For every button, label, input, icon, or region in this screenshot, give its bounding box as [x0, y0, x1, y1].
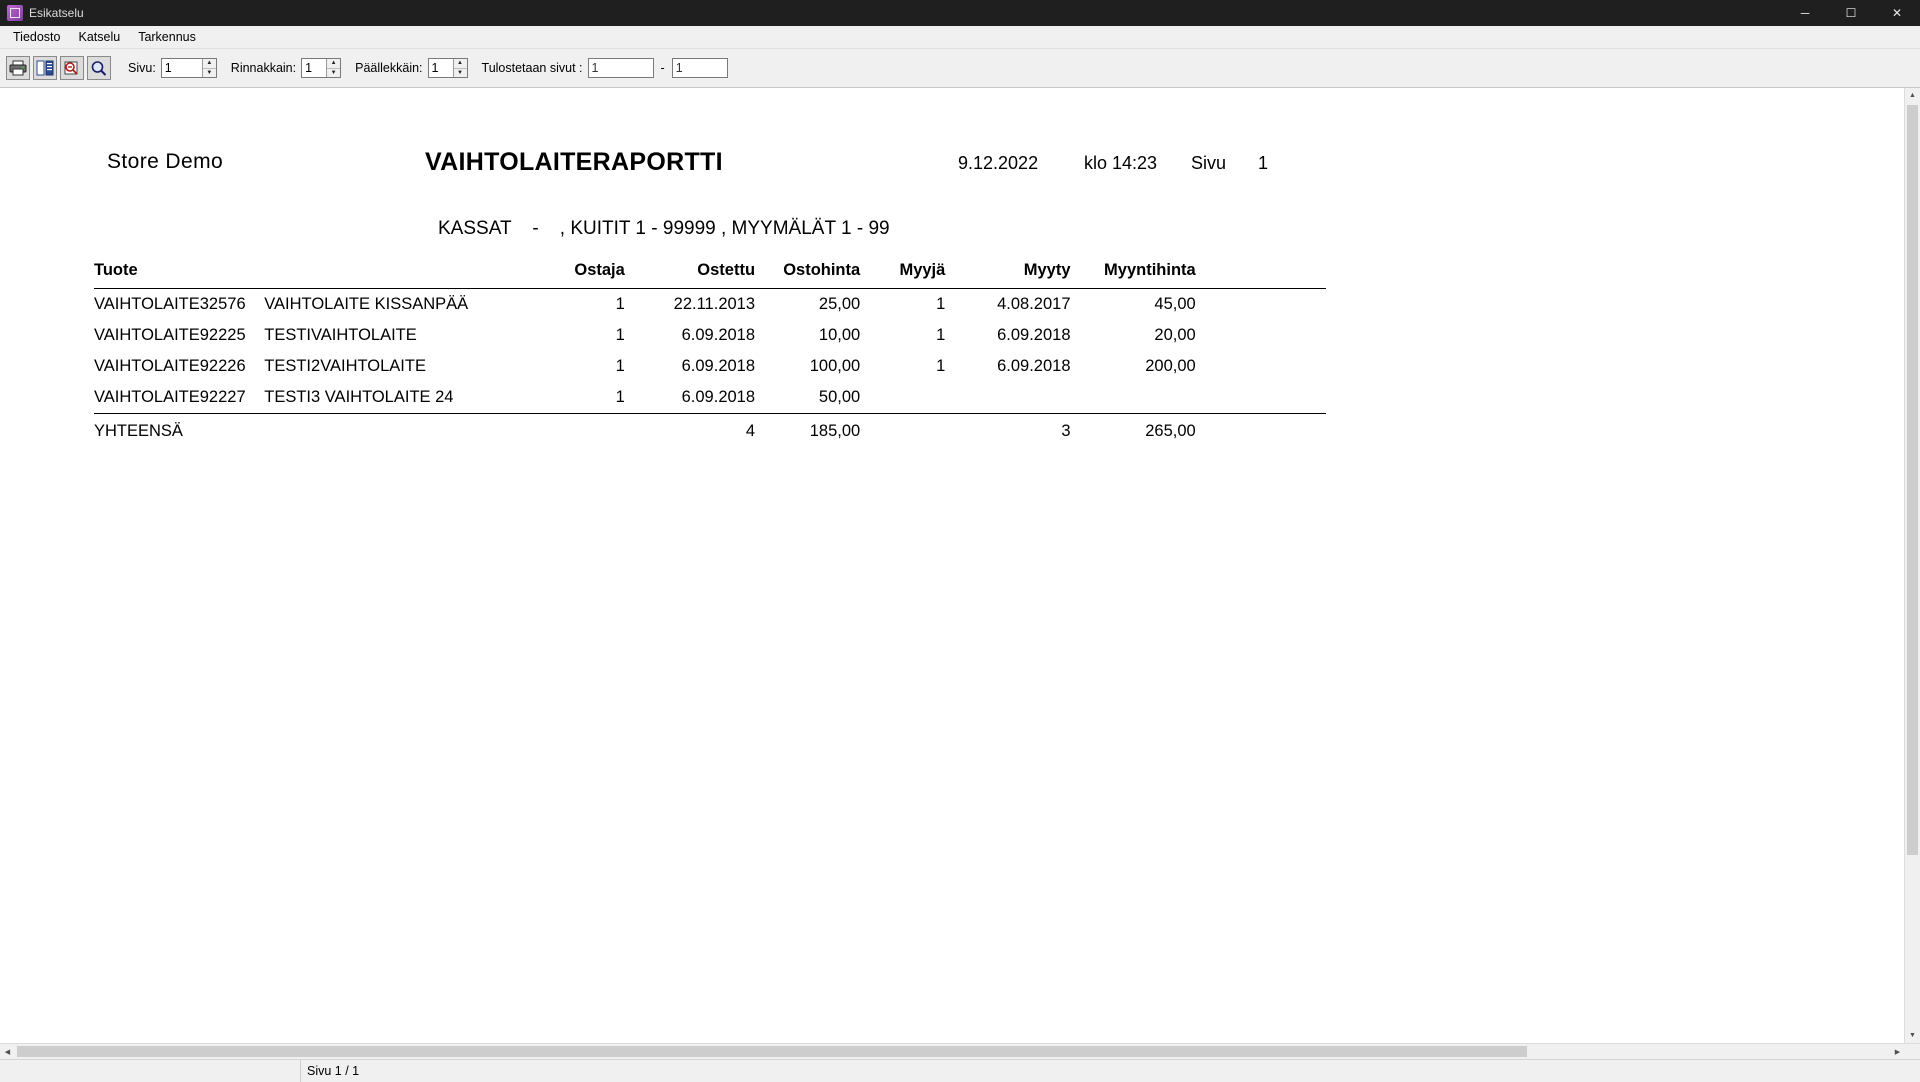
table-total-row	[94, 414, 1326, 448]
zoom-in-icon[interactable]	[87, 56, 111, 80]
col-header-ostettu: Ostettu	[697, 261, 756, 279]
cell-name: TESTIVAIHTOLAITE	[264, 326, 417, 344]
menu-item-tiedosto[interactable]: Tiedosto	[13, 30, 61, 44]
cell-name: VAIHTOLAITE KISSANPÄÄ	[264, 295, 469, 313]
cell-bought-date: 6.09.2018	[681, 326, 756, 344]
page-stepper-up[interactable]: ▲	[203, 59, 216, 69]
total-buy-price: 185,00	[809, 422, 861, 440]
col-header-myyty: Myyty	[1023, 261, 1071, 279]
page-input[interactable]	[162, 59, 202, 77]
cell-sold-date: 4.08.2017	[997, 295, 1071, 313]
stacked-stepper-down[interactable]: ▼	[454, 69, 467, 78]
report-page-label: Sivu	[1191, 153, 1227, 173]
title-bar	[0, 0, 1920, 26]
page-label: Sivu:	[128, 61, 156, 75]
report-title: VAIHTOLAITERAPORTTI	[425, 148, 723, 176]
report-table-head	[94, 258, 1326, 289]
col-header-tuote: Tuote	[94, 261, 138, 279]
minimize-button[interactable]: ─	[1800, 6, 1810, 20]
menu-item-katselu[interactable]: Katselu	[78, 30, 121, 44]
menu-bar	[0, 26, 1920, 49]
stacked-label: Päällekkäin:	[355, 61, 423, 75]
menu-item-tarkennus[interactable]: Tarkennus	[138, 30, 196, 44]
cell-code: VAIHTOLAITE92225	[94, 326, 246, 344]
side-by-side-stepper[interactable]	[301, 58, 341, 78]
report-page-number: 1	[1258, 153, 1269, 173]
total-bought-count: 4	[745, 422, 756, 440]
zoom-out-icon[interactable]	[60, 56, 84, 80]
cell-tail	[1196, 289, 1326, 321]
cell-sold-date	[945, 382, 1070, 414]
col-header-tail	[1196, 258, 1326, 289]
col-header-ostohinta: Ostohinta	[783, 261, 861, 279]
cell-tail	[1196, 382, 1326, 414]
report-time: klo 14:23	[1084, 153, 1158, 173]
maximize-button[interactable]: ☐	[1845, 6, 1857, 20]
cell-buyer: 1	[615, 295, 625, 313]
print-range-from-input[interactable]	[588, 58, 654, 78]
cell-buy-price: 25,00	[818, 295, 861, 313]
cell-buyer: 1	[615, 357, 625, 375]
stacked-stepper-buttons[interactable]	[453, 59, 467, 77]
status-page-info: Sivu 1 / 1	[307, 1064, 360, 1078]
side-by-side-input[interactable]	[302, 59, 326, 77]
print-range-dash: -	[660, 61, 665, 75]
status-bar	[0, 1059, 1920, 1082]
cell-tail	[1196, 351, 1326, 382]
col-header-myyja: Myyjä	[899, 261, 946, 279]
cell-buy-price: 100,00	[809, 357, 861, 375]
cell-buy-price: 10,00	[818, 326, 861, 344]
table-row	[94, 289, 1326, 321]
total-sold-count: 3	[1061, 422, 1071, 440]
cell-bought-date: 6.09.2018	[681, 388, 756, 406]
table-row	[94, 382, 1326, 414]
side-by-side-stepper-up[interactable]: ▲	[327, 59, 340, 69]
app-icon	[7, 5, 23, 21]
cell-buyer: 1	[615, 388, 625, 406]
cell-code: VAIHTOLAITE92227	[94, 388, 246, 406]
horizontal-scrollbar[interactable]	[0, 1043, 1920, 1059]
scroll-up-icon[interactable]: ▲	[1909, 92, 1916, 99]
cell-sell-price: 45,00	[1154, 295, 1196, 313]
scroll-right-icon[interactable]: ▶	[1894, 1048, 1901, 1056]
cell-seller: 1	[936, 295, 946, 313]
toolbar	[0, 49, 1920, 88]
vertical-scroll-thumb[interactable]	[1907, 105, 1918, 855]
cell-sold-date: 6.09.2018	[997, 357, 1071, 375]
scroll-down-icon[interactable]: ▼	[1909, 1032, 1916, 1039]
cell-tail	[1196, 320, 1326, 351]
page-setup-icon[interactable]	[33, 56, 57, 80]
table-row	[94, 320, 1326, 351]
print-icon[interactable]	[6, 56, 30, 80]
total-blank	[264, 414, 549, 448]
cell-name: TESTI3 VAIHTOLAITE 24	[264, 388, 454, 406]
total-seller	[860, 414, 945, 448]
report-date: 9.12.2022	[958, 153, 1039, 173]
table-header-row	[94, 258, 1326, 289]
total-tail	[1196, 414, 1326, 448]
cell-bought-date: 22.11.2013	[673, 295, 756, 313]
cell-buy-price: 50,00	[818, 388, 861, 406]
total-sell-price: 265,00	[1145, 422, 1196, 440]
cell-sell-price: 20,00	[1154, 326, 1196, 344]
cell-name: TESTI2VAIHTOLAITE	[264, 357, 426, 375]
report-table-body	[94, 289, 1326, 414]
table-row	[94, 351, 1326, 382]
cell-seller: 1	[936, 357, 946, 375]
report-table-foot	[94, 414, 1326, 448]
report-subtitle: KASSAT - , KUITIT 1 - 99999 , MYYMÄLÄT 1 - 99	[438, 218, 890, 239]
side-by-side-stepper-buttons[interactable]	[326, 59, 340, 77]
cell-seller	[860, 382, 945, 414]
preview-area	[0, 88, 1920, 1043]
vertical-scrollbar[interactable]	[1904, 88, 1920, 1043]
report-company: Store Demo	[107, 150, 224, 173]
stacked-stepper[interactable]	[428, 58, 468, 78]
cell-buyer: 1	[615, 326, 625, 344]
col-header-myyntihinta: Myyntihinta	[1104, 261, 1196, 279]
total-buyer	[550, 414, 625, 448]
col-header-blank	[264, 258, 549, 289]
cell-code: VAIHTOLAITE92226	[94, 357, 246, 375]
scroll-left-icon[interactable]: ◀	[4, 1048, 11, 1056]
cell-bought-date: 6.09.2018	[681, 357, 756, 375]
total-label: YHTEENSÄ	[94, 422, 183, 440]
page-stepper[interactable]	[161, 58, 217, 78]
side-by-side-stepper-down[interactable]: ▼	[327, 69, 340, 78]
side-by-side-label: Rinnakkain:	[230, 61, 297, 75]
page-stepper-buttons[interactable]	[202, 59, 216, 77]
status-cell-empty	[0, 1060, 301, 1082]
stacked-input[interactable]	[429, 59, 453, 77]
print-range-label: Tulostetaan sivut :	[481, 61, 583, 75]
horizontal-scroll-thumb[interactable]	[17, 1046, 1527, 1057]
cell-sold-date: 6.09.2018	[997, 326, 1071, 344]
report-page	[0, 88, 1553, 1043]
cell-sell-price: 200,00	[1145, 357, 1196, 375]
window-title: Esikatselu	[29, 6, 84, 20]
report-table	[94, 258, 1326, 447]
cell-code: VAIHTOLAITE32576	[94, 295, 246, 313]
cell-sell-price	[1071, 382, 1196, 414]
col-header-ostaja: Ostaja	[574, 261, 625, 279]
print-range-to-input[interactable]	[672, 58, 728, 78]
close-button[interactable]: ✕	[1891, 6, 1903, 20]
cell-seller: 1	[936, 326, 946, 344]
page-stepper-down[interactable]: ▼	[203, 69, 216, 78]
stacked-stepper-up[interactable]: ▲	[454, 59, 467, 69]
